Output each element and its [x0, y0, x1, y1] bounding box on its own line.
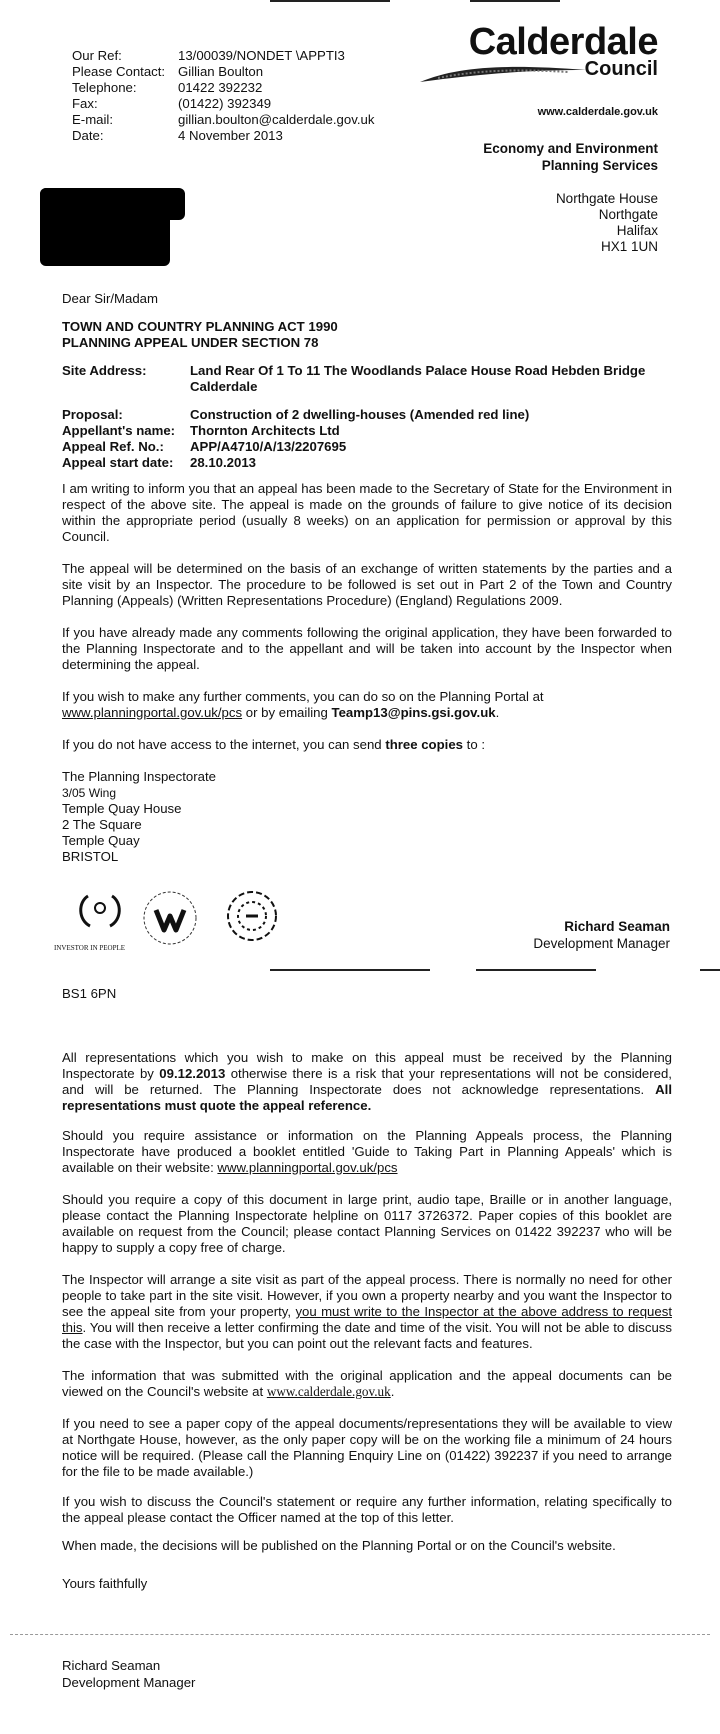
paragraph-text: All representations which you wish to make on this appeal must be received by the Planning Inspectorate by: [62, 1050, 672, 1081]
act-title: TOWN AND COUNTRY PLANNING ACT 1990: [62, 319, 338, 334]
detail-value: Thornton Architects Ltd: [190, 423, 340, 438]
ref-label: E-mail:: [72, 112, 114, 127]
council-logo: [469, 22, 658, 118]
address-line: Temple Quay House: [62, 801, 182, 816]
accreditation-logos: [54, 890, 290, 952]
detail-value: APP/A4710/A/13/2207695: [190, 439, 347, 454]
address-line: BRISTOL: [62, 849, 119, 864]
paragraph: [62, 737, 672, 753]
site-label: Site Address:: [62, 363, 147, 378]
paragraph: If you need to see a paper copy of the appeal documents/representations they will be available to view at Northgate House, however, as the only paper copy will be on the working file a minimum of 24 hours notice will be required. (Please call the Planning Enquiry Line on (01422) 392237 if you need to arrange for the file to be made available.): [62, 1416, 672, 1479]
paragraph: The appeal will be determined on the basis of an exchange of written statements by the parties and a site visit by an Inspector. The procedure to be followed is set out in Part 2 of the Town and Country Planning (Appeals) (Written Representations Procedure) (England) Regulations 2009.: [62, 561, 672, 608]
scan-edge-mark: [470, 0, 560, 2]
paragraph: Should you require a copy of this document in large print, audio tape, Braille or in another language, please contact the Planning Inspectorate helpline on 0117 3726372. Paper copies of this booklet are available on request from the Council; please contact Planning Services on 01422 392237 who will be happy to supply a copy free of charge.: [62, 1192, 672, 1255]
paragraph: I am writing to inform you that an appeal has been made to the Secretary of State for the Environment in respect of the above site. The appeal is made on the grounds of failure to give notice of its decision within the appropriate period (usually 8 weeks) on an application for permission or approval by this Council.: [62, 481, 672, 544]
page-break-line: [700, 969, 720, 971]
ref-row: [72, 48, 374, 64]
paragraph: [62, 1368, 672, 1400]
paragraph: [62, 689, 672, 721]
positive-about-disabled-people-icon: [138, 886, 202, 950]
detail-label: Proposal:: [62, 407, 123, 422]
council-website-link[interactable]: www.calderdale.gov.uk: [266, 1384, 391, 1399]
paragraph-text: If you do not have access to the internet, you can send: [62, 737, 386, 752]
signatory-title: Development Manager: [533, 936, 670, 951]
council-address: [556, 191, 658, 255]
logo-council: Council: [584, 58, 658, 80]
ref-label: Please Contact:: [72, 64, 166, 79]
ref-label: Telephone:: [72, 80, 137, 95]
appeal-details: [62, 407, 672, 471]
detail-row: [62, 439, 672, 455]
address-line: Temple Quay: [62, 833, 140, 848]
redaction-block: [40, 188, 185, 220]
paragraph-text: . You will then receive a letter confirming the date and time of the visit. You will not be able to discuss the case with the Inspector, but you can point out the relevant facts and features.: [62, 1320, 672, 1351]
letter-body-page-2: [62, 1050, 672, 1592]
council-website: www.calderdale.gov.uk: [537, 106, 658, 118]
ref-row: [72, 112, 374, 128]
department-name: Economy and Environment: [483, 141, 658, 156]
signature-block: [533, 918, 670, 952]
detail-label: Appeal start date:: [62, 455, 174, 470]
department-block: [483, 140, 658, 174]
paragraph-text: otherwise there is a risk that your representations will not be considered, and will be returned. The Planning Inspectorate does not acknowledge representations.: [62, 1066, 672, 1097]
ref-value: 4 November 2013: [178, 128, 283, 143]
site-address-row: [62, 363, 672, 395]
logo-swoosh-icon: [418, 60, 588, 86]
address-line: Halifax: [616, 223, 658, 238]
address-line: The Planning Inspectorate: [62, 769, 216, 784]
paragraph-emphasis: All representations must quote the appeal reference.: [62, 1082, 672, 1113]
address-line: 2 The Square: [62, 817, 142, 832]
detail-row: [62, 455, 672, 471]
page-break-line: [270, 969, 430, 971]
ref-label: Date:: [72, 128, 104, 143]
paragraph-text: .: [390, 1384, 395, 1399]
paragraph-text: or by emailing: [242, 705, 332, 720]
detail-row: [62, 407, 672, 423]
reference-block: [72, 48, 374, 144]
paragraph: [62, 1272, 672, 1352]
site-value: Land Rear Of 1 To 11 The Woodlands Palace House Road Hebden Bridge Calderdale: [190, 363, 646, 394]
scan-edge-mark: [270, 0, 390, 2]
investor-in-people-icon: [70, 890, 130, 942]
paragraph: [62, 1128, 672, 1176]
ref-value: (01422) 392349: [178, 96, 272, 111]
paragraph-underlined: you must write to the Inspector at the above address to request this: [62, 1304, 672, 1335]
ref-row: [72, 80, 374, 96]
page-break-line: [476, 969, 596, 971]
address-line: HX1 1UN: [600, 239, 658, 254]
deadline-date: 09.12.2013: [159, 1066, 226, 1081]
logo-council-row: [469, 58, 658, 88]
planning-portal-link[interactable]: www.planningportal.gov.uk/pcs: [217, 1160, 398, 1175]
ref-value: 01422 392232: [178, 80, 263, 95]
paragraph-text: .: [495, 705, 500, 720]
salutation: Dear Sir/Madam: [62, 291, 159, 306]
ref-value: gillian.boulton@calderdale.gov.uk: [178, 112, 375, 127]
ref-row: [72, 96, 374, 112]
everyone-different-icon: [220, 884, 284, 948]
letter-body: [62, 291, 672, 865]
investor-in-people-label: INVESTOR IN PEOPLE: [54, 944, 126, 952]
paragraph: If you have already made any comments following the original application, they have been forwarded to the Planning Inspectorate and to the appellant and will be taken into account by the Inspector when determining the appeal.: [62, 625, 672, 672]
paragraph: If you wish to discuss the Council's statement or require any further information, relating specifically to the appeal please contact the Officer named at the top of this letter.: [62, 1494, 672, 1525]
detail-label: Appellant's name:: [62, 423, 176, 438]
signatory-title: Development Manager: [62, 1675, 196, 1690]
act-subtitle: PLANNING APPEAL UNDER SECTION 78: [62, 335, 319, 350]
paragraph-text: Should you require assistance or information on the Planning Appeals process, the Planning Inspectorate have produced a booklet entitled 'Guide to Taking Part in Planning Appeals' which is available on their website:: [62, 1128, 672, 1175]
inspectorate-email[interactable]: Teamp13@pins.gsi.gov.uk: [331, 705, 496, 720]
ref-row: [72, 128, 374, 144]
ref-value: Gillian Boulton: [178, 64, 264, 79]
detail-value: 28.10.2013: [190, 455, 257, 470]
ref-label: Fax:: [72, 96, 98, 111]
address-line: Northgate House: [555, 191, 658, 206]
detail-row: [62, 423, 672, 439]
closing-signature: [62, 1657, 195, 1691]
detail-label: Appeal Ref. No.:: [62, 439, 164, 454]
paragraph-text: The Inspector will arrange a site visit as part of the appeal process. There is normally no need for other people to take part in the site visit. However, if you own a property nearby and you want the Inspector to see the appeal site from your property,: [62, 1272, 672, 1319]
scan-dotted-line: [10, 1634, 710, 1636]
address-line: Northgate: [598, 207, 658, 222]
ref-label: Our Ref:: [72, 48, 122, 63]
ref-row: [72, 64, 374, 80]
address-line: 3/05 Wing: [62, 786, 117, 800]
detail-value: Construction of 2 dwelling-houses (Amended red line): [190, 407, 530, 422]
paragraph-text: The information that was submitted with the original application and the appeal documents can be viewed on the Council's website at: [62, 1368, 672, 1399]
closing: Yours faithfully: [62, 1576, 148, 1591]
postcode: BS1 6PN: [62, 986, 117, 1001]
ref-value: 13/00039/NONDET \APPTI3: [178, 48, 345, 63]
paragraph-text: to :: [463, 737, 486, 752]
department-service: Planning Services: [541, 158, 658, 173]
logo-name: Calderdale: [468, 21, 658, 63]
paragraph-emphasis: three copies: [385, 737, 464, 752]
paragraph: When made, the decisions will be published on the Planning Portal or on the Council's website.: [62, 1538, 616, 1553]
planning-portal-link[interactable]: www.planningportal.gov.uk/pcs: [62, 705, 243, 720]
signatory-name: Richard Seaman: [564, 919, 670, 934]
paragraph: [62, 1050, 672, 1114]
paragraph-text: If you wish to make any further comments, you can do so on the Planning Portal at: [62, 689, 544, 704]
inspectorate-address: [62, 769, 672, 865]
signatory-name: Richard Seaman: [62, 1658, 161, 1673]
